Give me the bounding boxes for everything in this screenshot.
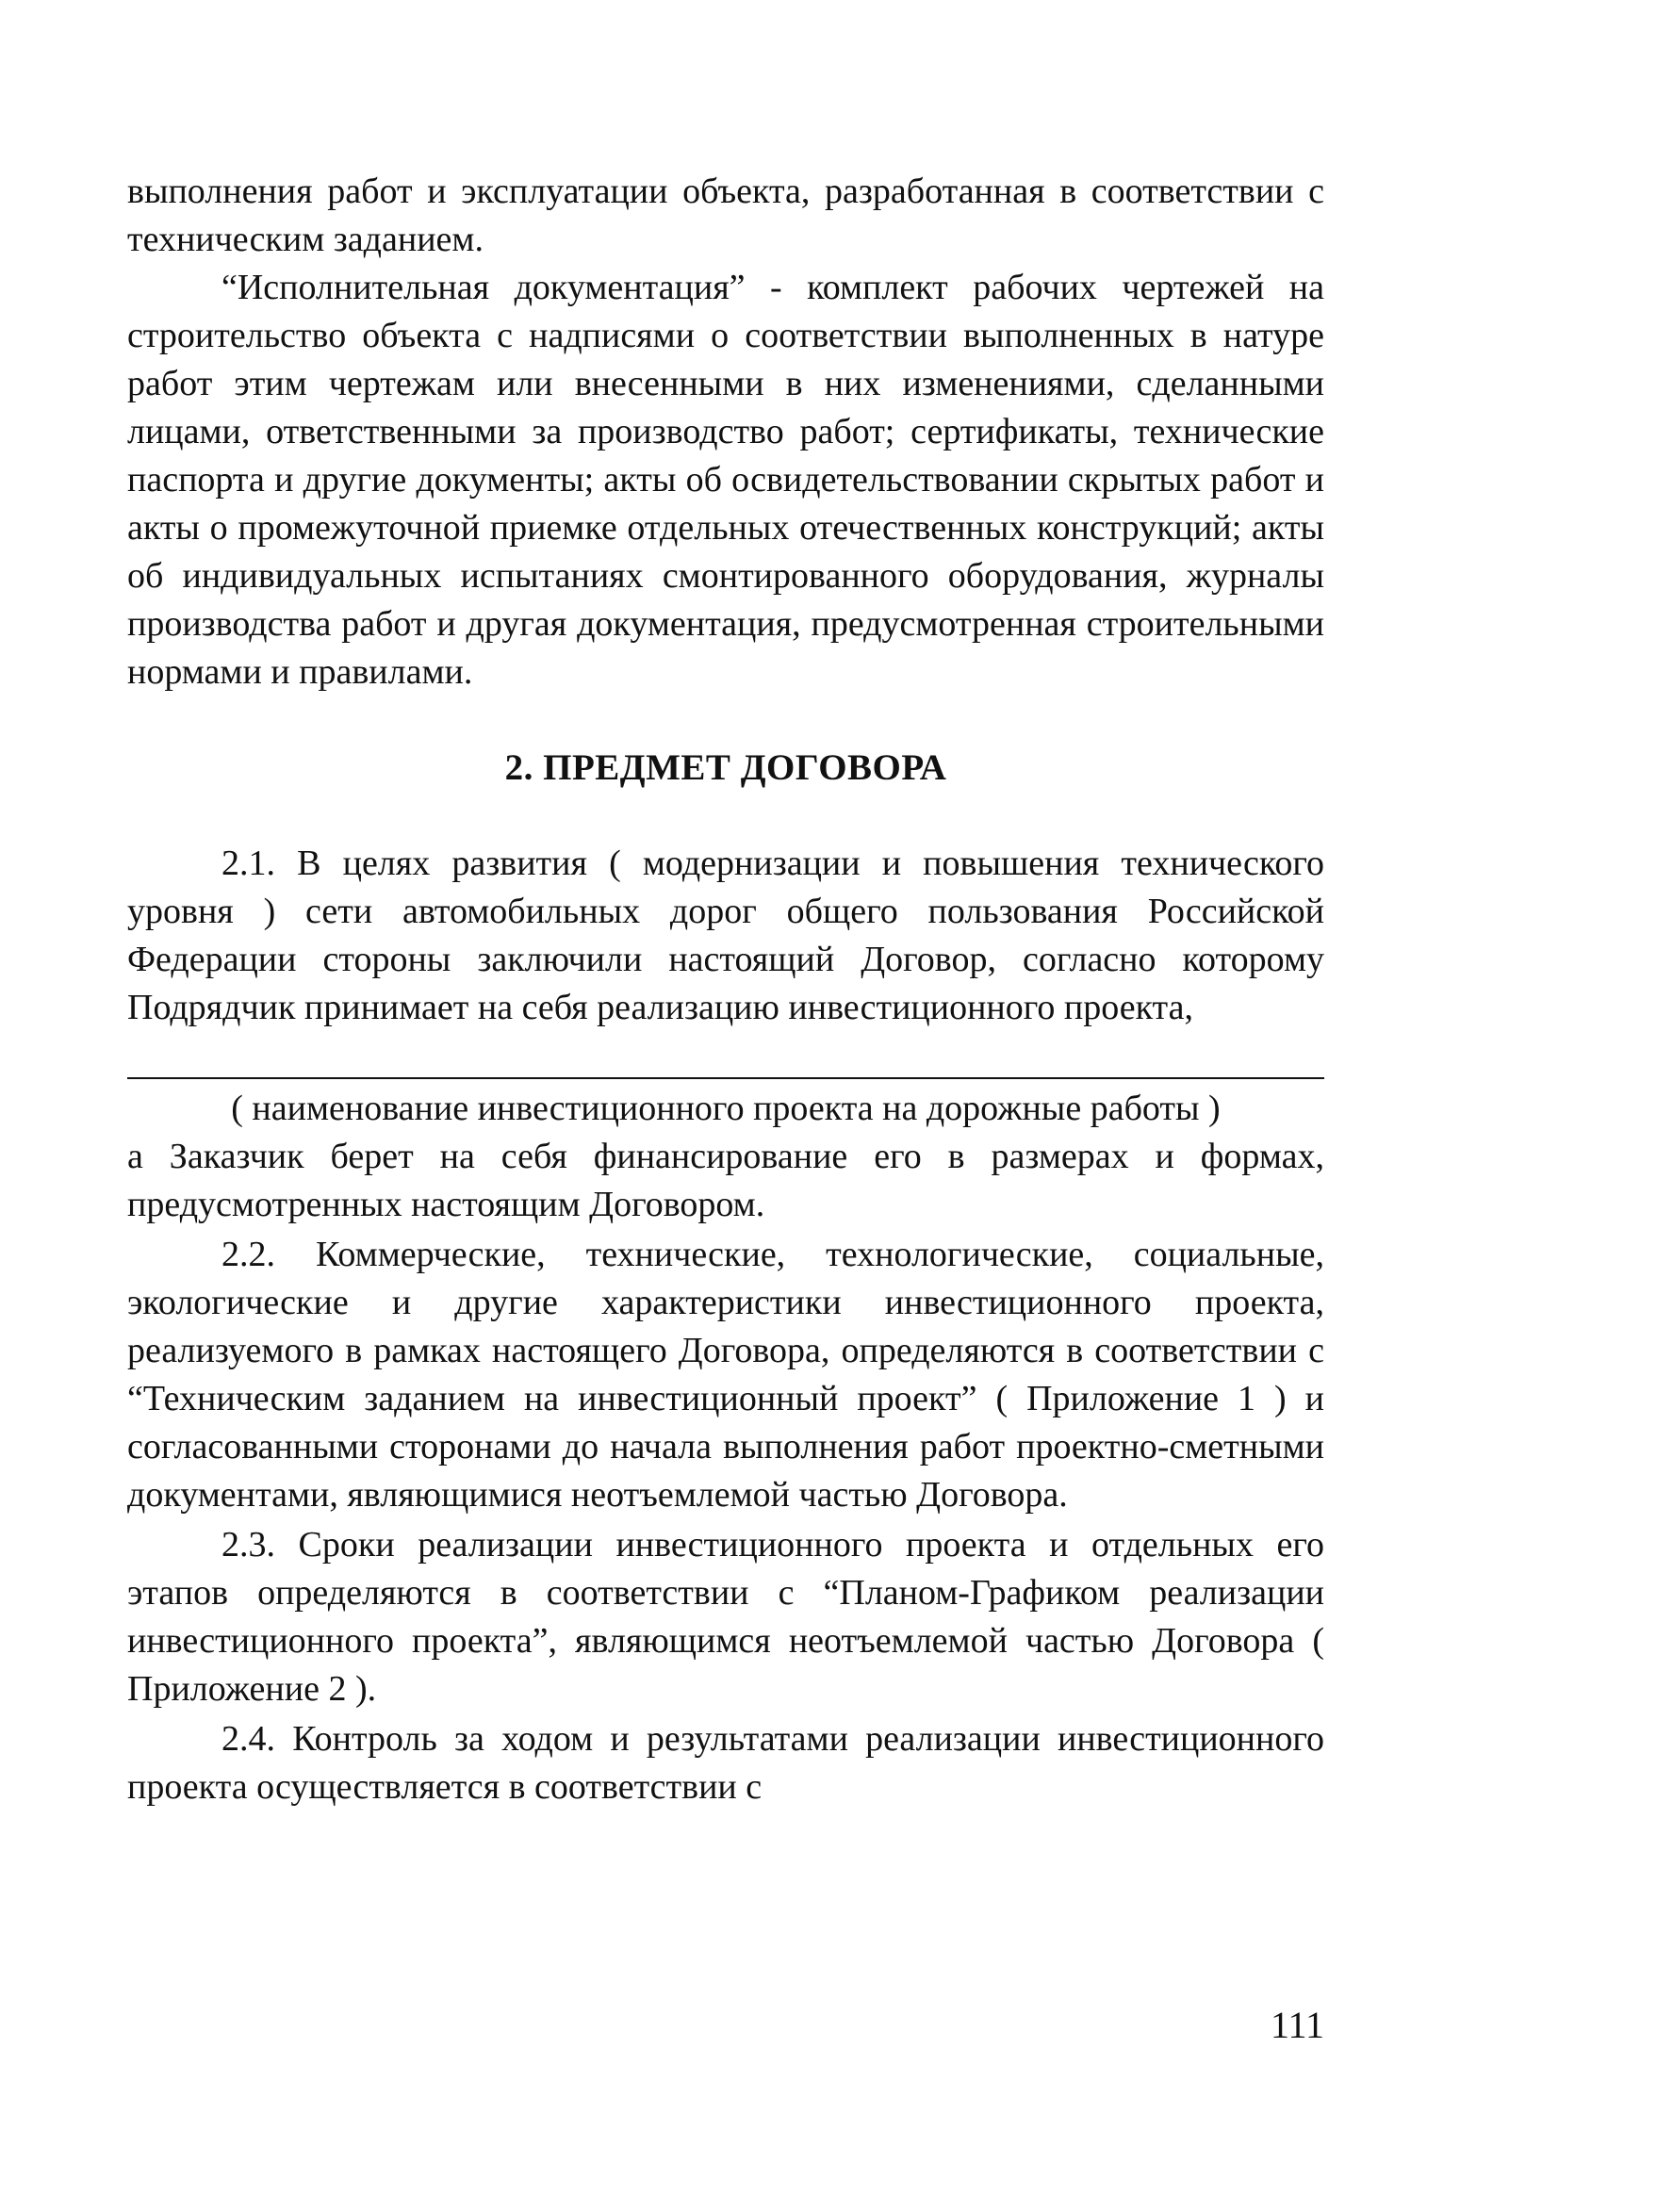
section-heading: 2. ПРЕДМЕТ ДОГОВОРА <box>504 747 947 788</box>
page-number: 111 <box>1270 2004 1324 2046</box>
paragraph-continuation: выполнения работ и эксплуатации объекта, разработанная в соответствии с техническим заданием. <box>127 172 1324 259</box>
clause-2-1: 2.1. В целях развития ( модернизации и повышения технического уровня ) сети автомобильных дорог общего пользования Российской Федерации стороны заключили настоящий Договор, согласно которому Подрядчик принимает на себя реализацию инвестиционного проекта, <box>127 844 1324 1027</box>
blank-fill-line <box>127 1077 1324 1079</box>
clause-2-1-continuation: а Заказчик берет на себя финансирование его в размерах и формах, предусмотренных настоящим Договором. <box>127 1137 1324 1224</box>
paragraph-executive-documentation: “Исполнительная документация” - комплект рабочих чертежей на строительство объекта с надписями о соответствии выполненных в натуре работ этим чертежам или внесенными в них изменениями, сделанными лицами, ответственными за производство работ; сертификаты, технические паспорта и другие документы; акты об освидетельствовании скрытых работ и акты о промежуточной приемке отдельных отечественных конструкций; акты об индивидуальных испытаниях смонтированного оборудования, журналы производства работ и другая документация, предусмотренная строительными нормами и правилами. <box>127 268 1324 692</box>
clause-2-2: 2.2. Коммерческие, технические, технологические, социальные, экологические и другие характеристики инвестиционного проекта, реализуемого в рамках настоящего Договора, определяются в соответствии с “Техническим заданием на инвестиционный проект” ( Приложение 1 ) и согласованными сторонами до начала выполнения работ проектно-сметными документами, являющимися неотъемлемой частью Договора. <box>127 1235 1324 1515</box>
blank-line-caption: ( наименование инвестиционного проекта на дорожные работы ) <box>231 1089 1221 1128</box>
clause-2-4: 2.4. Контроль за ходом и результатами реализации инвестиционного проекта осуществляется в соответствии с <box>127 1719 1324 1807</box>
clause-2-3: 2.3. Сроки реализации инвестиционного проекта и отдельных его этапов определяются в соответствии с “Планом-Графиком реализации инвестиционного проекта”, являющимся неотъемлемой частью Договора ( Приложение 2 ). <box>127 1525 1324 1709</box>
document-page <box>127 168 1324 1811</box>
